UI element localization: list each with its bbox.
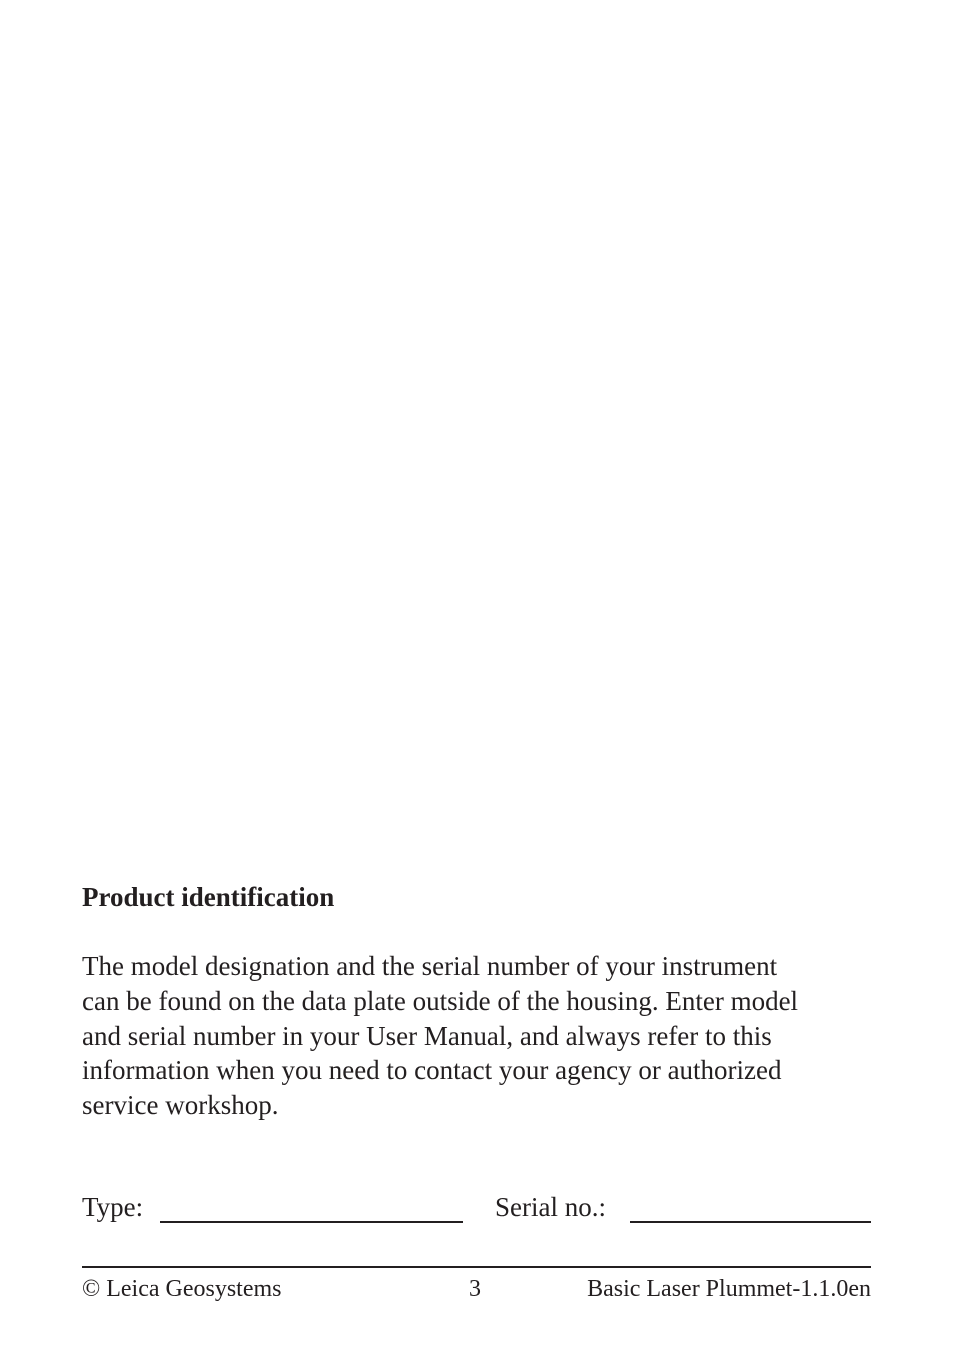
page-number: 3 <box>469 1276 481 1302</box>
serial-number-field[interactable] <box>630 1221 871 1223</box>
paragraph-line: information when you need to contact your agency or authorized <box>82 1055 782 1086</box>
footer-copyright: © Leica Geosystems <box>82 1276 282 1302</box>
paragraph-line: The model designation and the serial number of your instrument <box>82 951 778 981</box>
document-id: Basic Laser Plummet-1.1.0en <box>587 1276 871 1302</box>
paragraph-line: can be found on the data plate outside of the housing. Enter model <box>82 985 799 1016</box>
section-heading: Product identification <box>82 882 335 912</box>
type-field[interactable] <box>160 1221 463 1223</box>
footer-divider <box>82 1266 871 1268</box>
serial-number-label: Serial no.: <box>495 1192 606 1222</box>
type-label: Type: <box>82 1192 144 1222</box>
paragraph-line: service workshop. <box>82 1090 279 1120</box>
product-identification-paragraph <box>82 949 882 1123</box>
paragraph-line: and serial number in your User Manual, and always refer to this <box>82 1020 772 1051</box>
